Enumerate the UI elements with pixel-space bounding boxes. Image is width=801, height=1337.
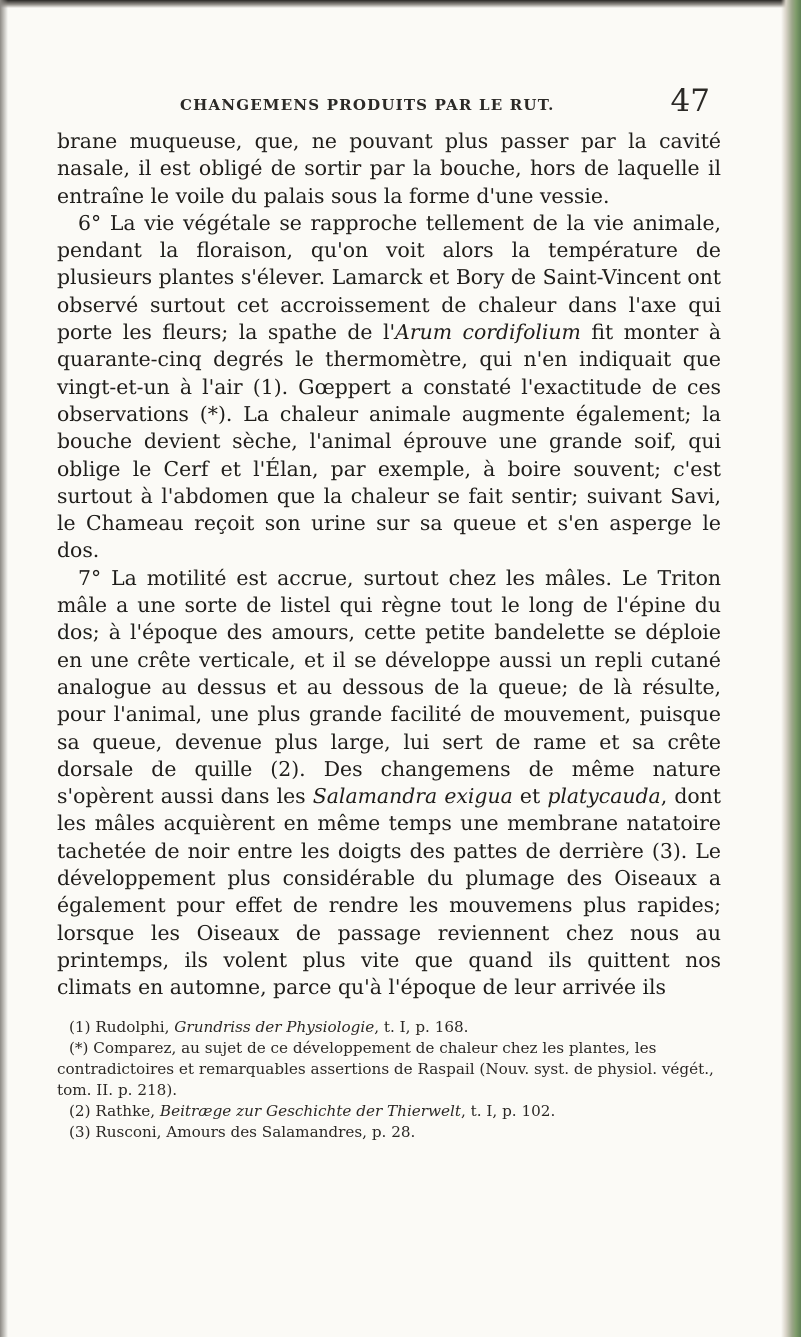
chapter-heading: CHANGEMENS PRODUITS PAR LE RUT. [180,96,555,114]
paragraph-text-middle: et [512,784,548,809]
main-text [57,128,721,1002]
right-book-edge [781,0,801,1337]
footnote-star [57,1038,721,1101]
top-scan-shadow [0,0,801,8]
footnote-suffix: , t. I, p. 168. [374,1018,469,1036]
footnote-text: (3) Rusconi, Amours des Salamandres, p. 28. [69,1123,416,1141]
paragraph-text-before: 7° La motilité est accrue, surtout chez les mâles. Le Triton mâle a une sorte de listel qui règne tout le long de l'épine du dos; à l'époque des amours, cette petite bandelette se déploie en une crête verticale, et il se développe aussi un repli cutané analogue au dessus et au dessous de la queue; de là résulte, pour l'animal, une plus grande facilité de mouvement, puisque sa queue, devenue plus large, lui sert de rame et sa crête dorsale de quille (2). Des changemens de même nature s'opèrent aussi dans les [57,565,721,809]
footnote-prefix: (2) Rathke, [69,1102,160,1120]
left-page-edge [0,0,8,1337]
footnote-prefix: (1) Rudolphi, [69,1018,175,1036]
italic-salamandra-exigua: Salamandra exigua [312,784,513,809]
page-number: 47 [670,83,710,119]
footnote-text: (*) Comparez, au sujet de ce développement de chaleur chez les plantes, les contradictoires et remarquables assertions de Raspail (Nouv. syst. de physiol. végét., tom. II. p. 218). [57,1039,714,1099]
footnote-italic: Beitræge zur Geschichte der Thierwelt [159,1102,462,1120]
paragraph-motility [57,565,721,1002]
footnote-italic: Grundriss der Physiologie [174,1018,375,1036]
paragraph-text: brane muqueuse, que, ne pouvant plus passer par la cavité nasale, il est obligé de sortir par la bouche, hors de laquelle il entraîne le voile du palais sous la forme d'une vessie. [57,129,721,208]
italic-arum-cordifolium: Arum cordifolium [395,320,581,345]
footnote-2 [57,1101,721,1122]
italic-platycauda: platycauda [547,784,661,809]
paragraph-text-after: fit monter à quarante-cinq degrés le thermomètre, qui n'en indiquait que vingt-et-un à l'air (1). Gœppert a constaté l'exactitude de ces observations (*). La chaleur animale augmente également; la bouche devient sèche, l'animal éprouve une grande soif, qui oblige le Cerf et l'Élan, par exemple, à boire souvent; c'est surtout à l'abdomen que la chaleur se fait sentir; suivant Savi, le Chameau reçoit son urine sur sa queue et s'en asperge le dos. [57,320,721,563]
paragraph-text-before: 6° La vie végétale se rapproche tellement de la vie animale, pendant la floraison, qu'on voit alors la température de plusieurs plantes s'élever. Lamarck et Bory de Saint-Vincent ont observé surtout cet accroissement de chaleur dans l'axe qui porte les fleurs; la spathe de l' [57,210,721,345]
running-header [180,83,710,122]
footnote-1 [57,1017,721,1038]
paragraph-continuation [57,128,721,210]
footnote-suffix: , t. I, p. 102. [461,1102,556,1120]
footnote-3 [57,1122,721,1143]
paragraph-text-after: , dont les mâles acquièrent en même temps une membrane natatoire tachetée de noir entre les doigts des pattes de derrière (3). Le développement plus considérable du plumage des Oiseaux a également pour effet de rendre les mouvemens plus rapides; lorsque les Oiseaux de passage reviennent chez nous au printemps, ils volent plus vite que quand ils quittent nos climats en automne, parce qu'à l'époque de leur arrivée ils [57,784,721,1000]
footnotes [57,1017,721,1143]
paragraph-vegetable-heat [57,210,721,565]
